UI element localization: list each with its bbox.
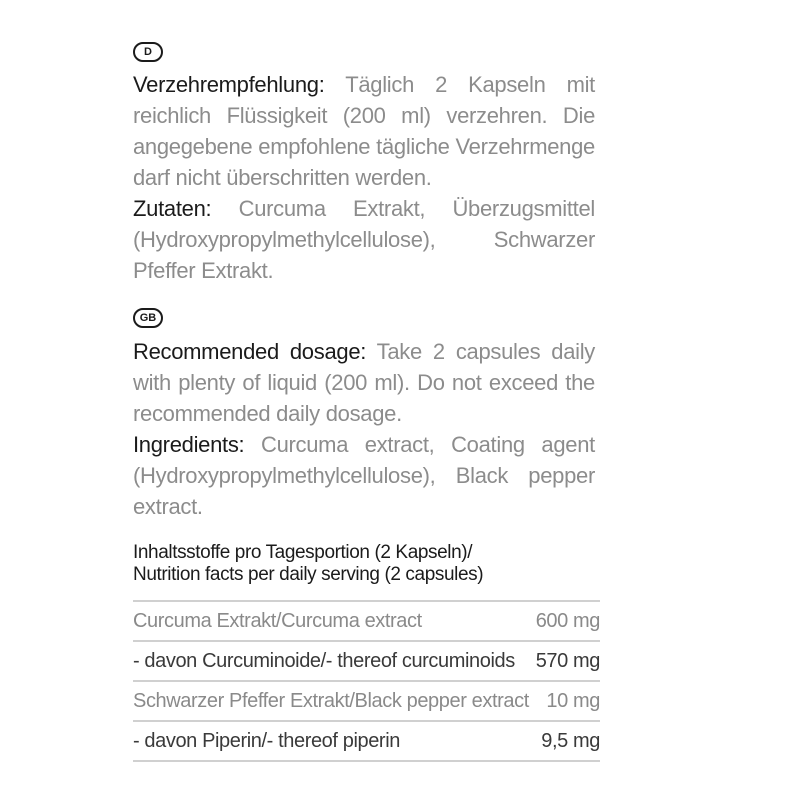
english-ingredients-label: Ingredients: bbox=[133, 432, 245, 457]
nutrient-name: - davon Piperin/- thereof piperin bbox=[133, 729, 400, 752]
german-section bbox=[133, 69, 595, 286]
nutrient-amount: 9,5 mg bbox=[541, 729, 600, 752]
english-dosage-paragraph bbox=[133, 336, 595, 429]
language-badge-de bbox=[133, 42, 163, 62]
nutrition-table-title bbox=[133, 542, 603, 586]
nutrient-name: Curcuma Extrakt/Curcuma extract bbox=[133, 609, 422, 632]
german-dosage-paragraph bbox=[133, 69, 595, 193]
german-dosage-text: Täglich 2 Kapseln mit reichlich Flüssigkeit (200 ml) verzehren. Die angegebene empfohlene tägliche Verzehrmenge darf nicht überschritten werden. bbox=[133, 72, 595, 190]
table-row bbox=[133, 682, 600, 722]
german-dosage-label: Verzehrempfehlung: bbox=[133, 72, 325, 97]
english-dosage-label: Recommended dosage: bbox=[133, 339, 367, 364]
german-ingredients-text: Curcuma Extrakt, Überzugsmittel (Hydroxypropylmethylcellulose), Schwarzer Pfeffer Extrakt. bbox=[133, 196, 595, 283]
table-row bbox=[133, 602, 600, 642]
nutrition-table bbox=[133, 600, 600, 762]
english-dosage-text: Take 2 capsules daily with plenty of liquid (200 ml). Do not exceed the recommended daily dosage. bbox=[133, 339, 596, 426]
german-ingredients-label: Zutaten: bbox=[133, 196, 212, 221]
nutrient-amount: 600 mg bbox=[535, 609, 600, 632]
table-row bbox=[133, 722, 600, 762]
nutrition-title-english: Nutrition facts per daily serving (2 capsules) bbox=[133, 564, 484, 585]
nutrition-title-german: Inhaltsstoffe pro Tagesportion (2 Kapseln)/ bbox=[133, 542, 473, 563]
english-ingredients-paragraph bbox=[133, 429, 595, 522]
table-row bbox=[133, 642, 600, 682]
nutrient-amount: 570 mg bbox=[535, 649, 600, 672]
nutrient-name: Schwarzer Pfeffer Extrakt/Black pepper extract bbox=[133, 689, 529, 712]
language-badge-de-label: D bbox=[144, 46, 152, 58]
language-badge-gb bbox=[133, 308, 163, 328]
nutrient-name: - davon Curcuminoide/- thereof curcuminoids bbox=[133, 649, 515, 672]
english-section bbox=[133, 336, 595, 522]
english-ingredients-text: Curcuma extract, Coating agent (Hydroxypropylmethylcellulose), Black pepper extract. bbox=[133, 432, 595, 519]
german-ingredients-paragraph bbox=[133, 193, 595, 286]
language-badge-gb-label: GB bbox=[139, 312, 157, 324]
nutrient-amount: 10 mg bbox=[546, 689, 600, 712]
